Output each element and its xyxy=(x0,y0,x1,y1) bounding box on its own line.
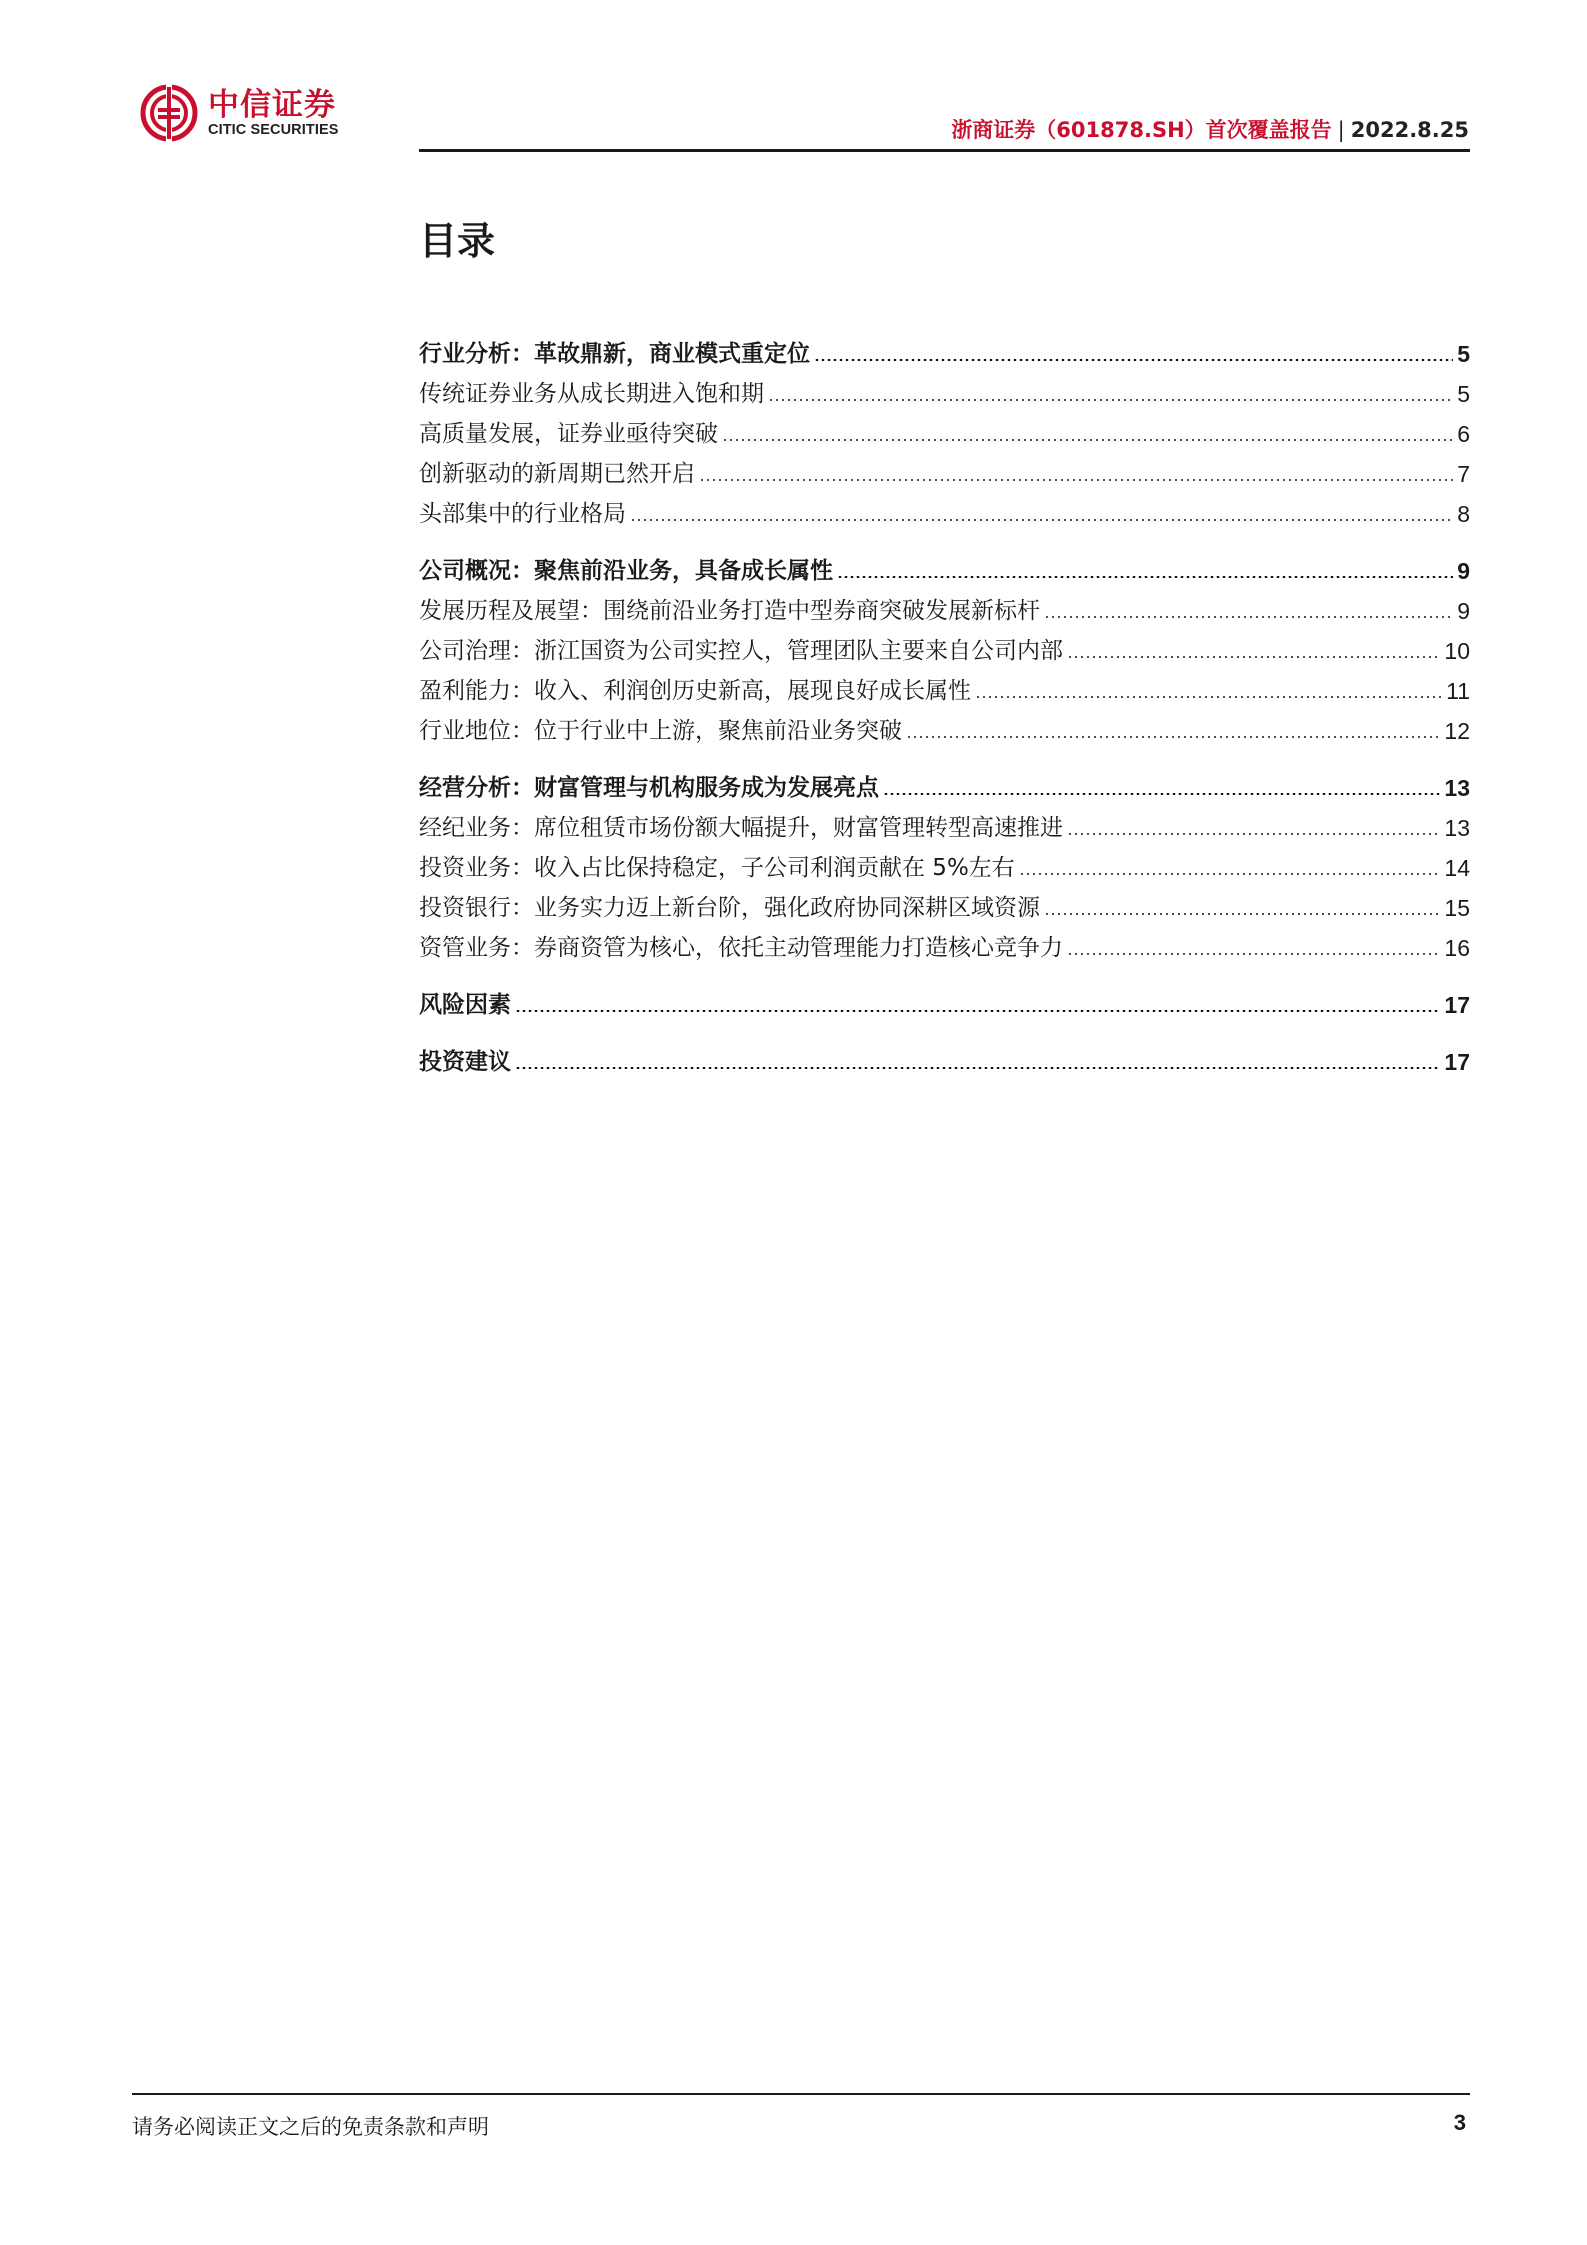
toc-leader-dots xyxy=(515,1067,1440,1069)
toc-item-entry[interactable] xyxy=(419,626,1470,666)
toc-page-number: 10 xyxy=(1444,638,1470,664)
table-of-contents xyxy=(419,329,1470,1077)
footer-rule xyxy=(132,2093,1470,2095)
toc-leader-dots xyxy=(1019,873,1441,875)
toc-page-number: 17 xyxy=(1444,992,1470,1018)
toc-section-entry[interactable] xyxy=(419,1037,1470,1077)
toc-section-title: 公司概况：聚焦前沿业务，具备成长属性 xyxy=(419,558,833,584)
toc-page-number: 9 xyxy=(1457,558,1470,584)
toc-section-entry[interactable] xyxy=(419,546,1470,586)
toc-leader-dots xyxy=(975,696,1442,698)
toc-item-title: 盈利能力：收入、利润创历史新高，展现良好成长属性 xyxy=(419,678,971,704)
toc-page-number: 12 xyxy=(1444,718,1470,744)
toc-section-entry[interactable] xyxy=(419,763,1470,803)
logo-english-name: CITIC SECURITIES xyxy=(208,121,339,138)
toc-leader-dots xyxy=(1044,616,1453,618)
toc-page-number: 7 xyxy=(1457,461,1470,487)
toc-item-entry[interactable] xyxy=(419,409,1470,449)
toc-item-title: 公司治理：浙江国资为公司实控人，管理团队主要来自公司内部 xyxy=(419,638,1063,664)
toc-page-number: 9 xyxy=(1457,598,1470,624)
toc-item-title: 经纪业务：席位租赁市场份额大幅提升，财富管理转型高速推进 xyxy=(419,815,1063,841)
logo-chinese-name: 中信证券 xyxy=(208,86,336,123)
toc-page-number: 5 xyxy=(1457,341,1470,367)
toc-section-title: 风险因素 xyxy=(419,992,511,1018)
toc-page-number: 17 xyxy=(1444,1049,1470,1075)
header-separator: | xyxy=(1337,118,1345,142)
toc-leader-dots xyxy=(1044,913,1440,915)
toc-leader-dots xyxy=(883,793,1440,795)
toc-item-title: 行业地位：位于行业中上游，聚焦前沿业务突破 xyxy=(419,718,902,744)
page-number: 3 xyxy=(1453,2110,1466,2135)
toc-item-title: 高质量发展，证券业亟待突破 xyxy=(419,421,718,447)
toc-item-entry[interactable] xyxy=(419,666,1470,706)
toc-section-title: 投资建议 xyxy=(419,1049,511,1075)
toc-leader-dots xyxy=(722,439,1453,441)
toc-item-title: 创新驱动的新周期已然开启 xyxy=(419,461,695,487)
toc-item-title: 投资银行：业务实力迈上新台阶，强化政府协同深耕区域资源 xyxy=(419,895,1040,921)
report-header xyxy=(951,114,1469,144)
toc-section-entry[interactable] xyxy=(419,329,1470,369)
report-date: 2022.8.25 xyxy=(1350,118,1469,142)
toc-heading: 目录 xyxy=(419,219,496,263)
toc-item-title: 发展历程及展望：围绕前沿业务打造中型券商突破发展新标杆 xyxy=(419,598,1040,624)
toc-item-title: 传统证券业务从成长期进入饱和期 xyxy=(419,381,764,407)
toc-page-number: 13 xyxy=(1444,815,1470,841)
toc-page-number: 16 xyxy=(1444,935,1470,961)
toc-item-entry[interactable] xyxy=(419,706,1470,746)
report-title: 浙商证券（601878.SH）首次覆盖报告 xyxy=(951,118,1332,142)
toc-item-title: 投资业务：收入占比保持稳定，子公司利润贡献在 5%左右 xyxy=(419,855,1015,881)
toc-item-entry[interactable] xyxy=(419,923,1470,963)
citic-logo xyxy=(140,84,339,142)
toc-page-number: 14 xyxy=(1444,855,1470,881)
toc-item-entry[interactable] xyxy=(419,883,1470,923)
toc-leader-dots xyxy=(1067,833,1440,835)
toc-page-number: 5 xyxy=(1457,381,1470,407)
toc-leader-dots xyxy=(630,519,1453,521)
toc-page-number: 13 xyxy=(1444,775,1470,801)
toc-item-entry[interactable] xyxy=(419,449,1470,489)
toc-leader-dots xyxy=(1067,953,1440,955)
toc-item-entry[interactable] xyxy=(419,586,1470,626)
toc-leader-dots xyxy=(768,399,1453,401)
toc-leader-dots xyxy=(515,1010,1440,1012)
toc-leader-dots xyxy=(699,479,1453,481)
toc-item-title: 头部集中的行业格局 xyxy=(419,501,626,527)
toc-section-entry[interactable] xyxy=(419,980,1470,1020)
toc-item-entry[interactable] xyxy=(419,489,1470,529)
toc-item-entry[interactable] xyxy=(419,803,1470,843)
toc-item-entry[interactable] xyxy=(419,843,1470,883)
header-rule xyxy=(419,149,1470,152)
toc-leader-dots xyxy=(906,736,1440,738)
toc-leader-dots xyxy=(1067,656,1440,658)
toc-leader-dots xyxy=(837,576,1453,578)
toc-section-title: 行业分析：革故鼎新，商业模式重定位 xyxy=(419,341,810,367)
toc-page-number: 8 xyxy=(1457,501,1470,527)
citic-emblem-icon xyxy=(140,84,198,142)
toc-leader-dots xyxy=(814,359,1453,361)
toc-page-number: 15 xyxy=(1444,895,1470,921)
toc-item-title: 资管业务：券商资管为核心，依托主动管理能力打造核心竞争力 xyxy=(419,935,1063,961)
footer-disclaimer: 请务必阅读正文之后的免责条款和声明 xyxy=(132,2115,489,2139)
toc-item-entry[interactable] xyxy=(419,369,1470,409)
toc-page-number: 11 xyxy=(1446,678,1470,704)
toc-page-number: 6 xyxy=(1457,421,1470,447)
toc-section-title: 经营分析：财富管理与机构服务成为发展亮点 xyxy=(419,775,879,801)
